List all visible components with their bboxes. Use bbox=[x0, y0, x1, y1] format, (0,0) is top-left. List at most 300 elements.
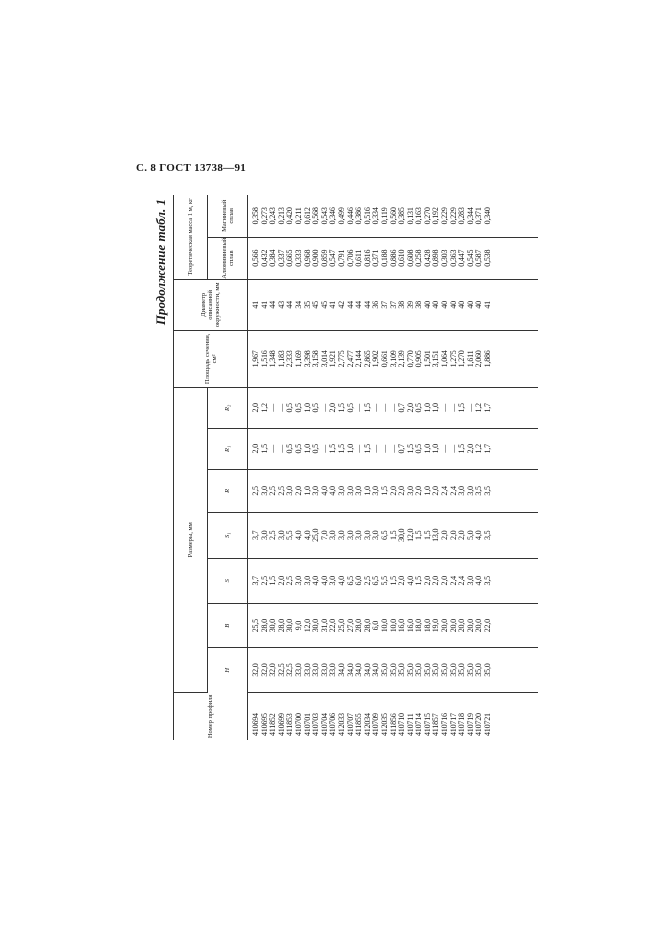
cell-aluminum-13: 0,816 bbox=[362, 249, 372, 267]
header-area: Площадь сечения, см² bbox=[174, 330, 248, 387]
cell-magnesium-10: 0,499 bbox=[336, 207, 346, 225]
cell-R1-14: — bbox=[371, 444, 381, 453]
cell-R-21: 2,0 bbox=[431, 486, 441, 496]
cell-R-24: 3,0 bbox=[457, 486, 467, 496]
cell-R2-12: — bbox=[354, 403, 364, 412]
cell-R-7: 3,0 bbox=[311, 486, 321, 496]
cell-R1-7: 0,5 bbox=[311, 444, 321, 454]
cell-area-23: 1,275 bbox=[448, 350, 458, 368]
cell-diameter-21: 40 bbox=[431, 301, 441, 309]
cell-magnesium-9: 0,346 bbox=[328, 207, 338, 225]
cell-area-25: 1,611 bbox=[465, 350, 475, 368]
cell-magnesium-20: 0,270 bbox=[422, 207, 432, 225]
cell-aluminum-25: 0,545 bbox=[465, 249, 475, 267]
column-r1 bbox=[248, 428, 538, 469]
cell-R1-23: — bbox=[448, 444, 458, 453]
profile-table bbox=[173, 195, 538, 740]
cell-H-13: 34,0 bbox=[362, 663, 372, 677]
cell-B-13: 28,0 bbox=[362, 619, 372, 633]
cell-B-6: 12,0 bbox=[302, 619, 312, 633]
cell-R1-25: 2,0 bbox=[465, 444, 475, 454]
cell-H-16: 35,0 bbox=[388, 663, 398, 677]
cell-H-0: 32,0 bbox=[251, 663, 260, 677]
cell-area-10: 2,775 bbox=[336, 350, 346, 368]
cell-S-5: 3,0 bbox=[293, 576, 303, 586]
cell-magnesium-18: 0,131 bbox=[405, 207, 415, 225]
cell-area-8: 3,014 bbox=[319, 350, 329, 368]
column-b bbox=[248, 604, 538, 648]
cell-B-25: 20,0 bbox=[465, 619, 475, 633]
cell-diameter-9: 41 bbox=[328, 301, 338, 309]
cell-aluminum-3: 0,337 bbox=[276, 249, 286, 267]
cell-S-13: 2,5 bbox=[362, 576, 372, 586]
cell-R1-27: 1,7 bbox=[483, 444, 493, 454]
cell-area-1: 1,516 bbox=[259, 350, 269, 368]
cell-number-25: 410719 bbox=[465, 713, 475, 736]
cell-aluminum-20: 0,428 bbox=[422, 249, 432, 267]
cell-magnesium-5: 0,211 bbox=[293, 207, 303, 225]
cell-S-12: 6,0 bbox=[354, 576, 364, 586]
cell-number-4: 411853 bbox=[285, 713, 295, 736]
cell-B-10: 25,0 bbox=[336, 619, 346, 633]
cell-R2-24: 1,5 bbox=[457, 403, 467, 413]
column-r2 bbox=[248, 387, 538, 428]
cell-R2-22: — bbox=[440, 403, 450, 412]
cell-area-24: 1,270 bbox=[457, 350, 467, 368]
cell-R-22: 2,4 bbox=[440, 486, 450, 496]
cell-R-27: 3,5 bbox=[483, 486, 493, 496]
cell-S-14: 6,5 bbox=[371, 576, 381, 586]
cell-H-19: 35,0 bbox=[414, 663, 424, 677]
column-h bbox=[248, 648, 538, 692]
column-magnesium bbox=[248, 195, 538, 237]
cell-R2-10: 1,5 bbox=[336, 403, 346, 413]
cell-diameter-16: 37 bbox=[388, 301, 398, 309]
cell-area-15: 0,661 bbox=[379, 350, 389, 368]
cell-R2-16: — bbox=[388, 403, 398, 412]
cell-diameter-15: 37 bbox=[379, 301, 389, 309]
cell-R-8: 4,0 bbox=[319, 486, 329, 496]
cell-B-19: 18,0 bbox=[414, 619, 424, 633]
cell-S1-3: 3,0 bbox=[276, 530, 286, 540]
cell-magnesium-2: 0,243 bbox=[268, 207, 278, 225]
cell-S1-21: 13,0 bbox=[431, 528, 441, 542]
cell-B-14: 6,0 bbox=[371, 621, 381, 631]
cell-area-16: 3,109 bbox=[388, 350, 398, 368]
cell-R2-5: 0,5 bbox=[293, 403, 303, 413]
cell-B-3: 28,0 bbox=[276, 619, 286, 633]
cell-B-23: 20,0 bbox=[448, 619, 458, 633]
cell-H-2: 32,0 bbox=[268, 663, 278, 677]
cell-R2-0: 2,0 bbox=[251, 403, 260, 413]
cell-area-27: 1,886 bbox=[483, 350, 493, 368]
cell-number-2: 411852 bbox=[268, 713, 278, 736]
cell-R2-15: — bbox=[379, 403, 389, 412]
cell-R-17: 2,0 bbox=[397, 486, 407, 496]
cell-R1-19: 0,5 bbox=[414, 444, 424, 454]
cell-S-26: 4,0 bbox=[474, 576, 484, 586]
cell-aluminum-7: 0,900 bbox=[311, 249, 321, 267]
cell-S-9: 3,0 bbox=[328, 576, 338, 586]
cell-S1-20: 1,5 bbox=[422, 530, 432, 540]
cell-S-25: 3,0 bbox=[465, 576, 475, 586]
cell-R2-27: 1,7 bbox=[483, 403, 493, 413]
cell-magnesium-3: 0,213 bbox=[276, 207, 286, 225]
header-s: S bbox=[208, 558, 248, 604]
cell-S1-8: 7,0 bbox=[319, 530, 329, 540]
cell-number-20: 410715 bbox=[422, 713, 432, 736]
cell-magnesium-22: 0,229 bbox=[440, 207, 450, 225]
cell-diameter-17: 38 bbox=[397, 301, 407, 309]
cell-aluminum-8: 0,859 bbox=[319, 249, 329, 267]
cell-magnesium-21: 0,192 bbox=[431, 207, 441, 225]
cell-diameter-2: 44 bbox=[268, 301, 278, 309]
header-aluminum: Алюминиевый сплав bbox=[208, 237, 248, 279]
cell-area-3: 1,183 bbox=[276, 350, 286, 368]
cell-number-14: 410709 bbox=[371, 713, 381, 736]
cell-R2-4: 0,5 bbox=[285, 403, 295, 413]
cell-R1-26: 1,2 bbox=[474, 444, 484, 454]
cell-R-18: 3,0 bbox=[405, 486, 415, 496]
cell-S1-9: 3,0 bbox=[328, 530, 338, 540]
cell-R1-21: 1,0 bbox=[431, 444, 441, 454]
cell-R2-19: 0,5 bbox=[414, 403, 424, 413]
cell-R-0: 2,5 bbox=[251, 486, 260, 496]
cell-H-11: 34,0 bbox=[345, 663, 355, 677]
cell-H-14: 34,0 bbox=[371, 663, 381, 677]
cell-area-12: 2,144 bbox=[354, 350, 364, 368]
cell-diameter-10: 42 bbox=[336, 301, 346, 309]
column-s bbox=[248, 558, 538, 604]
column-r bbox=[248, 469, 538, 512]
cell-B-11: 27,0 bbox=[345, 619, 355, 633]
column-aluminum bbox=[248, 237, 538, 279]
cell-R2-11: 0,5 bbox=[345, 403, 355, 413]
cell-R2-23: — bbox=[448, 403, 458, 412]
cell-aluminum-26: 0,587 bbox=[474, 249, 484, 267]
cell-R-20: 1,0 bbox=[422, 486, 432, 496]
cell-area-18: 0,770 bbox=[405, 350, 415, 368]
cell-H-6: 33,0 bbox=[302, 663, 312, 677]
cell-S-7: 4,0 bbox=[311, 576, 321, 586]
cell-R1-0: 2,0 bbox=[251, 444, 260, 454]
cell-B-16: 10,0 bbox=[388, 619, 398, 633]
header-r1: R₁ bbox=[208, 428, 248, 469]
cell-H-25: 35,0 bbox=[465, 663, 475, 677]
cell-area-13: 2,865 bbox=[362, 350, 372, 368]
cell-S-20: 2,0 bbox=[422, 576, 432, 586]
cell-B-20: 18,0 bbox=[422, 619, 432, 633]
header-mass: Теоретическая масса 1 м, кг bbox=[174, 195, 208, 279]
cell-S-1: 2,5 bbox=[259, 576, 269, 586]
cell-B-27: 22,0 bbox=[483, 619, 493, 633]
cell-magnesium-25: 0,344 bbox=[465, 207, 475, 225]
cell-aluminum-11: 0,706 bbox=[345, 249, 355, 267]
cell-S-19: 1,5 bbox=[414, 576, 424, 586]
cell-diameter-6: 35 bbox=[302, 301, 312, 309]
cell-magnesium-7: 0,568 bbox=[311, 207, 321, 225]
cell-S-27: 3,5 bbox=[483, 576, 493, 586]
cell-number-12: 411855 bbox=[354, 713, 364, 736]
cell-number-5: 410700 bbox=[293, 713, 303, 736]
cell-diameter-7: 45 bbox=[311, 301, 321, 309]
cell-area-6: 3,398 bbox=[302, 350, 312, 368]
cell-aluminum-5: 0,333 bbox=[293, 249, 303, 267]
cell-H-1: 32,0 bbox=[259, 663, 269, 677]
cell-aluminum-9: 0,547 bbox=[328, 249, 338, 267]
cell-number-0: 410694 bbox=[251, 713, 260, 736]
cell-S-17: 2,0 bbox=[397, 576, 407, 586]
cell-S1-17: 30,0 bbox=[397, 528, 407, 542]
cell-R2-21: 1,0 bbox=[431, 403, 441, 413]
cell-number-3: 410699 bbox=[276, 713, 286, 736]
cell-R2-8: — bbox=[319, 403, 329, 412]
cell-area-2: 1,348 bbox=[268, 350, 278, 368]
cell-S1-23: 2,0 bbox=[448, 530, 458, 540]
cell-S1-18: 12,0 bbox=[405, 528, 415, 542]
cell-area-22: 1,064 bbox=[440, 350, 450, 368]
cell-B-24: 20,0 bbox=[457, 619, 467, 633]
cell-number-6: 410701 bbox=[302, 713, 312, 736]
cell-R-12: 3,0 bbox=[354, 486, 364, 496]
cell-area-5: 1,169 bbox=[293, 350, 303, 368]
cell-S-18: 4,0 bbox=[405, 576, 415, 586]
cell-R2-17: 0,7 bbox=[397, 403, 407, 413]
cell-R1-8: — bbox=[319, 444, 329, 453]
cell-B-18: 16,0 bbox=[405, 619, 415, 633]
cell-magnesium-19: 0,163 bbox=[414, 207, 424, 225]
cell-area-20: 1,501 bbox=[422, 350, 432, 368]
cell-R1-18: 1,5 bbox=[405, 444, 415, 454]
header-r: R bbox=[208, 469, 248, 512]
cell-H-9: 33,0 bbox=[328, 663, 338, 677]
cell-area-21: 3,151 bbox=[431, 350, 441, 368]
cell-magnesium-4: 0,420 bbox=[285, 207, 295, 225]
cell-R-26: 3,5 bbox=[474, 486, 484, 496]
cell-area-14: 1,902 bbox=[371, 350, 381, 368]
cell-diameter-12: 44 bbox=[354, 301, 364, 309]
cell-number-9: 410706 bbox=[328, 713, 338, 736]
cell-B-12: 28,0 bbox=[354, 619, 364, 633]
cell-diameter-1: 41 bbox=[259, 301, 269, 309]
cell-R2-13: 1,5 bbox=[362, 403, 372, 413]
cell-B-17: 16,0 bbox=[397, 619, 407, 633]
cell-B-26: 20,0 bbox=[474, 619, 484, 633]
cell-R1-15: — bbox=[379, 444, 389, 453]
cell-H-12: 34,0 bbox=[354, 663, 364, 677]
cell-magnesium-8: 0,543 bbox=[319, 207, 329, 225]
cell-H-17: 35,0 bbox=[397, 663, 407, 677]
cell-S1-12: 3,0 bbox=[354, 530, 364, 540]
cell-number-22: 410716 bbox=[440, 713, 450, 736]
cell-R-6: 1,0 bbox=[302, 486, 312, 496]
cell-magnesium-11: 0,446 bbox=[345, 207, 355, 225]
cell-H-22: 35,0 bbox=[440, 663, 450, 677]
cell-S1-26: 4,0 bbox=[474, 530, 484, 540]
cell-aluminum-4: 0,665 bbox=[285, 249, 295, 267]
column-profile-number bbox=[248, 692, 538, 740]
cell-diameter-5: 34 bbox=[293, 301, 303, 309]
cell-R-25: 3,0 bbox=[465, 486, 475, 496]
cell-B-5: 9,0 bbox=[293, 621, 303, 631]
cell-S-3: 2,0 bbox=[276, 576, 286, 586]
cell-magnesium-1: 0,273 bbox=[259, 207, 269, 225]
cell-R1-24: 1,5 bbox=[457, 444, 467, 454]
cell-R-13: 1,0 bbox=[362, 486, 372, 496]
cell-aluminum-18: 0,608 bbox=[405, 249, 415, 267]
cell-H-10: 34,0 bbox=[336, 663, 346, 677]
cell-number-26: 410720 bbox=[474, 713, 484, 736]
cell-S1-2: 2,5 bbox=[268, 530, 278, 540]
header-dimensions: Размеры, мм bbox=[174, 387, 208, 692]
cell-B-4: 30,0 bbox=[285, 619, 295, 633]
cell-magnesium-26: 0,371 bbox=[474, 207, 484, 225]
cell-aluminum-16: 0,886 bbox=[388, 249, 398, 267]
cell-diameter-23: 40 bbox=[448, 301, 458, 309]
cell-B-21: 19,0 bbox=[431, 619, 441, 633]
cell-diameter-27: 41 bbox=[483, 301, 493, 309]
cell-S1-27: 3,5 bbox=[483, 530, 493, 540]
cell-number-17: 410710 bbox=[397, 713, 407, 736]
cell-number-1: 410695 bbox=[259, 713, 269, 736]
cell-R1-9: 1,5 bbox=[328, 444, 338, 454]
cell-H-15: 35,0 bbox=[379, 663, 389, 677]
cell-S1-19: 1,5 bbox=[414, 530, 424, 540]
cell-number-11: 410707 bbox=[345, 713, 355, 736]
cell-number-16: 411856 bbox=[388, 713, 398, 736]
cell-R1-10: 1,5 bbox=[336, 444, 346, 454]
cell-R2-7: 0,5 bbox=[311, 403, 321, 413]
cell-number-21: 411857 bbox=[431, 713, 441, 736]
cell-S1-15: 6,5 bbox=[379, 530, 389, 540]
cell-R2-2: — bbox=[268, 403, 278, 412]
cell-B-7: 30,0 bbox=[311, 619, 321, 633]
cell-R1-12: — bbox=[354, 444, 364, 453]
cell-S1-11: 3,0 bbox=[345, 530, 355, 540]
cell-number-27: 410721 bbox=[483, 713, 493, 736]
column-area bbox=[248, 330, 538, 387]
cell-R1-5: 0,5 bbox=[293, 444, 303, 454]
cell-diameter-19: 38 bbox=[414, 301, 424, 309]
cell-number-24: 410718 bbox=[457, 713, 467, 736]
cell-diameter-24: 40 bbox=[457, 301, 467, 309]
header-s1: S₁ bbox=[208, 513, 248, 559]
cell-R-10: 3,0 bbox=[336, 486, 346, 496]
cell-area-26: 2,060 bbox=[474, 350, 484, 368]
table-caption: Продолжение табл. 1 bbox=[153, 199, 168, 326]
cell-diameter-13: 44 bbox=[362, 301, 372, 309]
cell-S-22: 2,0 bbox=[440, 576, 450, 586]
cell-S1-25: 5,0 bbox=[465, 530, 475, 540]
page-header: С. 8 ГОСТ 13738—91 bbox=[136, 162, 247, 174]
cell-diameter-0: 41 bbox=[251, 301, 260, 309]
cell-number-8: 410704 bbox=[319, 713, 329, 736]
cell-H-24: 35,0 bbox=[457, 663, 467, 677]
cell-R-15: 1,5 bbox=[379, 486, 389, 496]
cell-B-0: 25,5 bbox=[251, 619, 260, 633]
cell-B-9: 22,0 bbox=[328, 619, 338, 633]
cell-H-4: 32,5 bbox=[285, 663, 295, 677]
cell-aluminum-12: 0,611 bbox=[354, 249, 364, 267]
cell-area-19: 0,905 bbox=[414, 350, 424, 368]
cell-B-2: 30,0 bbox=[268, 619, 278, 633]
cell-R1-3: — bbox=[276, 444, 286, 453]
cell-aluminum-19: 0,258 bbox=[414, 249, 424, 267]
cell-B-8: 31,0 bbox=[319, 619, 329, 633]
cell-R-2: 2,5 bbox=[268, 486, 278, 496]
cell-magnesium-23: 0,229 bbox=[448, 207, 458, 225]
cell-S-11: 6,5 bbox=[345, 576, 355, 586]
cell-R2-26: 1,2 bbox=[474, 403, 484, 413]
cell-H-3: 32,5 bbox=[276, 663, 286, 677]
cell-R2-18: 2,0 bbox=[405, 403, 415, 413]
cell-S-0: 3,7 bbox=[251, 576, 260, 586]
cell-magnesium-14: 0,334 bbox=[371, 207, 381, 225]
cell-area-7: 3,158 bbox=[311, 350, 321, 368]
cell-S1-22: 2,0 bbox=[440, 530, 450, 540]
cell-magnesium-24: 0,283 bbox=[457, 207, 467, 225]
cell-aluminum-14: 0,371 bbox=[371, 249, 381, 267]
column-diameter bbox=[248, 279, 538, 330]
cell-H-20: 35,0 bbox=[422, 663, 432, 677]
cell-S1-14: 3,0 bbox=[371, 530, 381, 540]
cell-S-15: 5,5 bbox=[379, 576, 389, 586]
cell-aluminum-2: 0,384 bbox=[268, 249, 278, 267]
cell-number-18: 410711 bbox=[405, 713, 415, 736]
cell-S1-13: 3,0 bbox=[362, 530, 372, 540]
cell-diameter-4: 44 bbox=[285, 301, 295, 309]
cell-area-9: 1,921 bbox=[328, 350, 338, 368]
cell-aluminum-15: 0,188 bbox=[379, 249, 389, 267]
cell-number-15: 412035 bbox=[379, 713, 389, 736]
cell-S-10: 4,0 bbox=[336, 576, 346, 586]
column-s1 bbox=[248, 513, 538, 559]
cell-H-23: 35,0 bbox=[448, 663, 458, 677]
cell-S1-7: 25,0 bbox=[311, 528, 321, 542]
cell-number-10: 412033 bbox=[336, 713, 346, 736]
cell-S1-5: 4,0 bbox=[293, 530, 303, 540]
cell-number-19: 410714 bbox=[414, 713, 424, 736]
cell-R-23: 2,4 bbox=[448, 486, 458, 496]
cell-R1-20: 1,0 bbox=[422, 444, 432, 454]
cell-magnesium-16: 0,560 bbox=[388, 207, 398, 225]
cell-S-4: 2,5 bbox=[285, 576, 295, 586]
cell-H-7: 33,0 bbox=[311, 663, 321, 677]
cell-R1-22: — bbox=[440, 444, 450, 453]
cell-H-27: 35,0 bbox=[483, 663, 493, 677]
cell-diameter-8: 45 bbox=[319, 301, 329, 309]
header-profile-number: Номер профиля bbox=[174, 692, 248, 740]
cell-H-21: 35,0 bbox=[431, 663, 441, 677]
cell-R-19: 2,0 bbox=[414, 486, 424, 496]
cell-diameter-18: 39 bbox=[405, 301, 415, 309]
cell-R-16: 2,0 bbox=[388, 486, 398, 496]
cell-area-0: 1,967 bbox=[251, 350, 260, 368]
cell-S1-6: 4,0 bbox=[302, 530, 312, 540]
cell-S1-4: 5,5 bbox=[285, 530, 295, 540]
cell-R-1: 3,0 bbox=[259, 486, 269, 496]
header-h: H bbox=[208, 648, 248, 692]
cell-diameter-14: 36 bbox=[371, 301, 381, 309]
cell-R2-20: 1,0 bbox=[422, 403, 432, 413]
cell-H-5: 33,0 bbox=[293, 663, 303, 677]
rotated-table-area bbox=[155, 195, 555, 740]
cell-number-13: 412034 bbox=[362, 713, 372, 736]
cell-aluminum-17: 0,610 bbox=[397, 249, 407, 267]
cell-magnesium-6: 0,612 bbox=[302, 207, 312, 225]
cell-H-18: 35,0 bbox=[405, 663, 415, 677]
cell-S-2: 1,5 bbox=[268, 576, 278, 586]
